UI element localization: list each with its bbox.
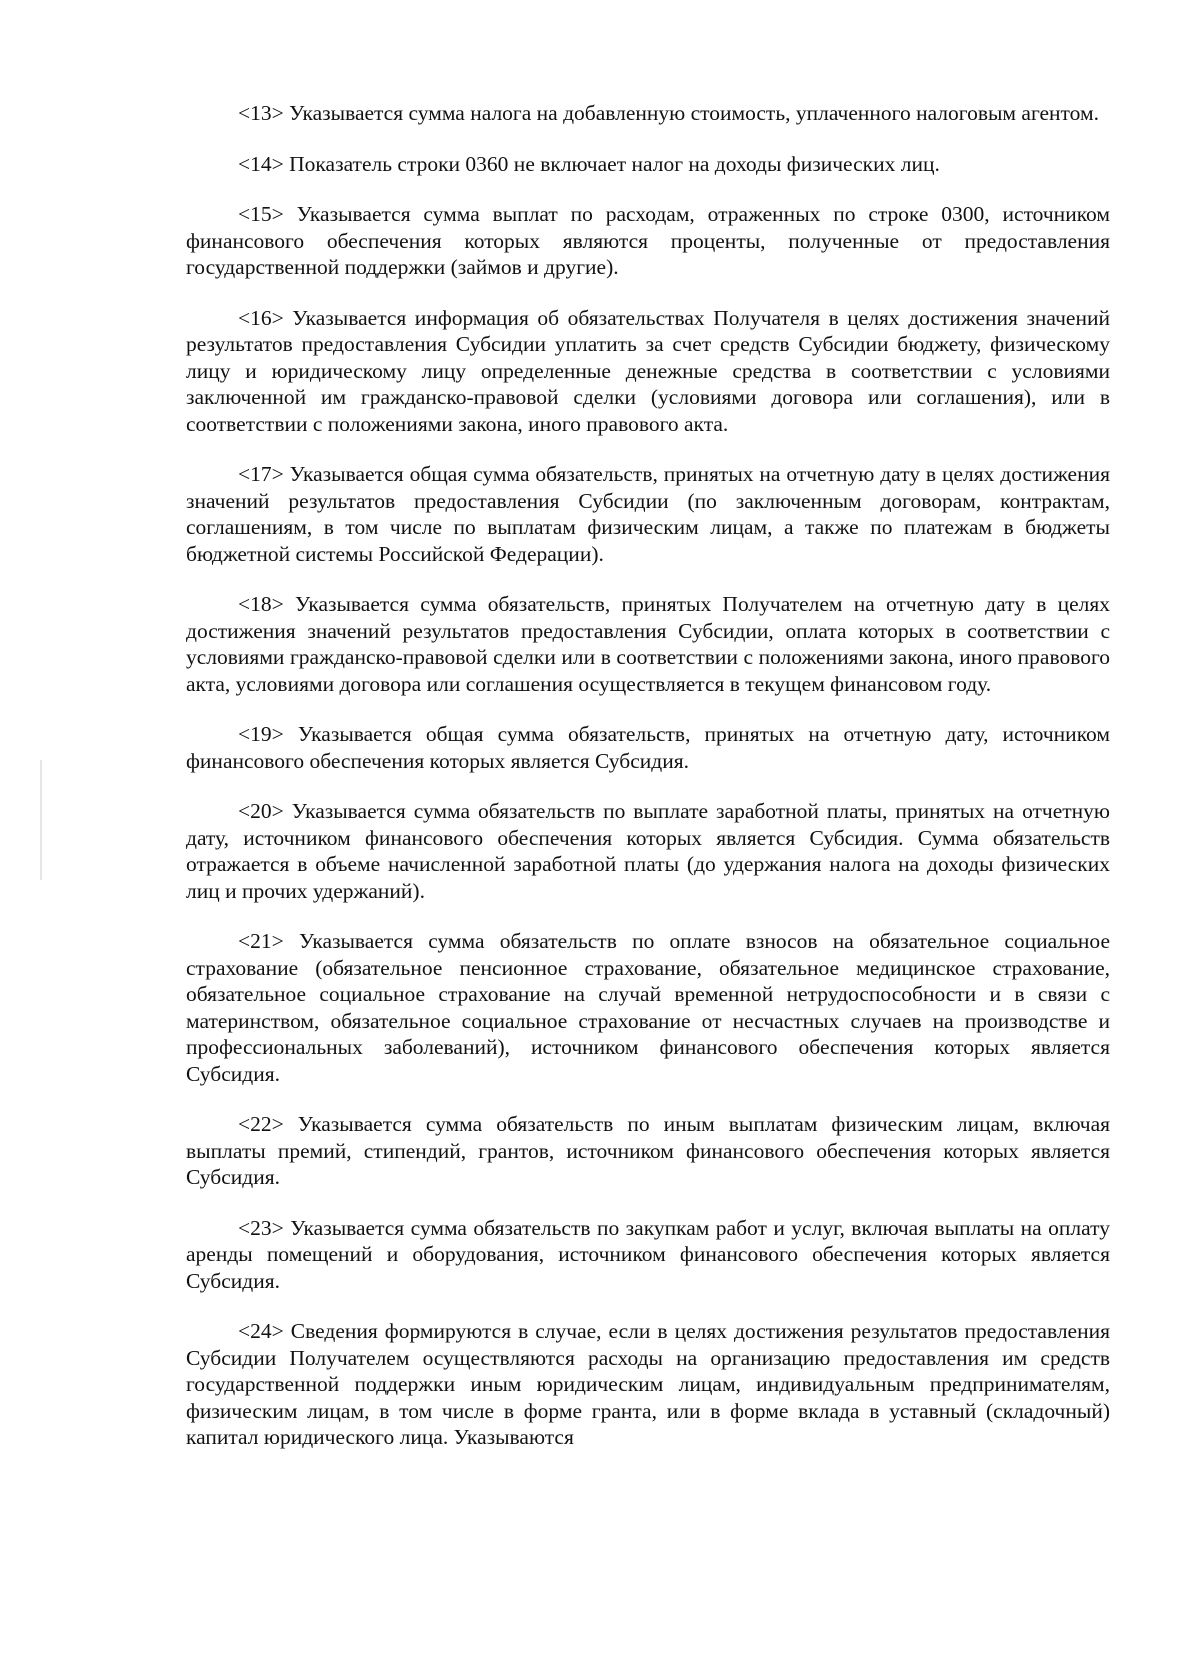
footnote-16 bbox=[186, 305, 1110, 438]
footnote-marker: <20> bbox=[238, 799, 284, 823]
footnote-text: Указывается сумма обязательств по иным выплатам физическим лицам, включая выплаты премий, стипендий, грантов, источником финансового обеспечения которых является Субсидия. bbox=[186, 1112, 1110, 1189]
footnote-text: Указывается сумма обязательств по оплате взносов на обязательное социальное страхование (обязательное пенсионное страхование, обязательное медицинское страхование, обязательное социальное страхование на случай временной нетрудоспособности и в связи с материнством, обязательное социальное страхование от несчастных случаев на производстве и профессиональных заболеваний), источником финансового обеспечения которых является Субсидия. bbox=[186, 929, 1110, 1086]
footnote-text: Указывается сумма налога на добавленную стоимость, уплаченного налоговым агентом. bbox=[283, 101, 1099, 125]
footnote-marker: <17> bbox=[238, 462, 284, 486]
scan-edge-mark bbox=[40, 760, 42, 880]
footnote-marker: <23> bbox=[238, 1215, 284, 1240]
footnote-text: Показатель строки 0360 не включает налог на доходы физических лиц. bbox=[283, 151, 940, 176]
footnote-20 bbox=[186, 798, 1110, 904]
document-page bbox=[186, 100, 1110, 1451]
footnote-18 bbox=[186, 591, 1110, 697]
footnote-21 bbox=[186, 928, 1110, 1087]
footnote-text: Указывается сумма обязательств по выплате заработной платы, принятых на отчетную дату, источником финансового обеспечения которых является Субсидия. Сумма обязательств отражается в объеме начисленной заработной платы (до удержания налога на доходы физических лиц и прочих удержаний). bbox=[186, 799, 1110, 903]
footnote-marker: <13> bbox=[238, 101, 284, 125]
footnote-marker: <24> bbox=[238, 1319, 284, 1343]
footnote-marker: <14> bbox=[238, 151, 284, 176]
footnote-text: Указывается сумма выплат по расходам, отраженных по строке 0300, источником финансового обеспечения которых являются проценты, полученные от предоставления государственной поддержки (займов и другие). bbox=[186, 202, 1110, 279]
footnote-marker: <22> bbox=[238, 1112, 284, 1136]
footnote-text: Указывается общая сумма обязательств, принятых на отчетную дату в целях достижения значений результатов предоставления Субсидии (по заключенным договорам, контрактам, соглашениям, в том числе по выплатам физическим лицам, а также по платежам в бюджеты бюджетной системы Российской Федерации). bbox=[186, 462, 1110, 566]
footnote-23 bbox=[186, 1215, 1110, 1295]
footnote-17 bbox=[186, 461, 1110, 567]
footnote-19 bbox=[186, 721, 1110, 774]
footnote-marker: <16> bbox=[238, 305, 284, 330]
footnote-22 bbox=[186, 1111, 1110, 1191]
footnote-text: Указывается информация об обязательствах Получателя в целях достижения значений результатов предоставления Субсидии уплатить за счет средств Субсидии бюджету, физическому лицу и юридическому лицу определенные денежные средства в соответствии с условиями заключенной им гражданско-правовой сделки (условиями договора или соглашения), или в соответствии с положениями закона, иного правового акта. bbox=[186, 305, 1110, 436]
footnote-15 bbox=[186, 201, 1110, 281]
footnote-text: Указывается общая сумма обязательств, принятых на отчетную дату, источником финансового обеспечения которых является Субсидия. bbox=[186, 722, 1110, 773]
footnote-14 bbox=[186, 151, 1110, 178]
footnote-24 bbox=[186, 1318, 1110, 1451]
footnote-marker: <15> bbox=[238, 202, 284, 226]
footnote-marker: <18> bbox=[238, 592, 284, 616]
footnote-text: Указывается сумма обязательств по закупкам работ и услуг, включая выплаты на оплату аренды помещений и оборудования, источником финансового обеспечения которых является Субсидия. bbox=[186, 1215, 1110, 1293]
footnote-13 bbox=[186, 100, 1110, 127]
footnote-marker: <19> bbox=[238, 722, 284, 746]
footnote-text: Указывается сумма обязательств, принятых Получателем на отчетную дату в целях достижения значений результатов предоставления Субсидии, оплата которых в соответствии с условиями гражданско-правовой сделки или в соответствии с положениями закона, иного правового акта, условиями договора или соглашения осуществляется в текущем финансовом году. bbox=[186, 592, 1110, 696]
footnote-marker: <21> bbox=[238, 929, 284, 953]
footnote-text: Сведения формируются в случае, если в целях достижения результатов предоставления Субсидии Получателем осуществляются расходы на организацию предоставления им средств государственной поддержки иным юридическим лицам, индивидуальным предпринимателям, физическим лицам, в том числе в форме гранта, или в форме вклада в уставный (складочный) капитал юридического лица. Указываются bbox=[186, 1319, 1110, 1449]
